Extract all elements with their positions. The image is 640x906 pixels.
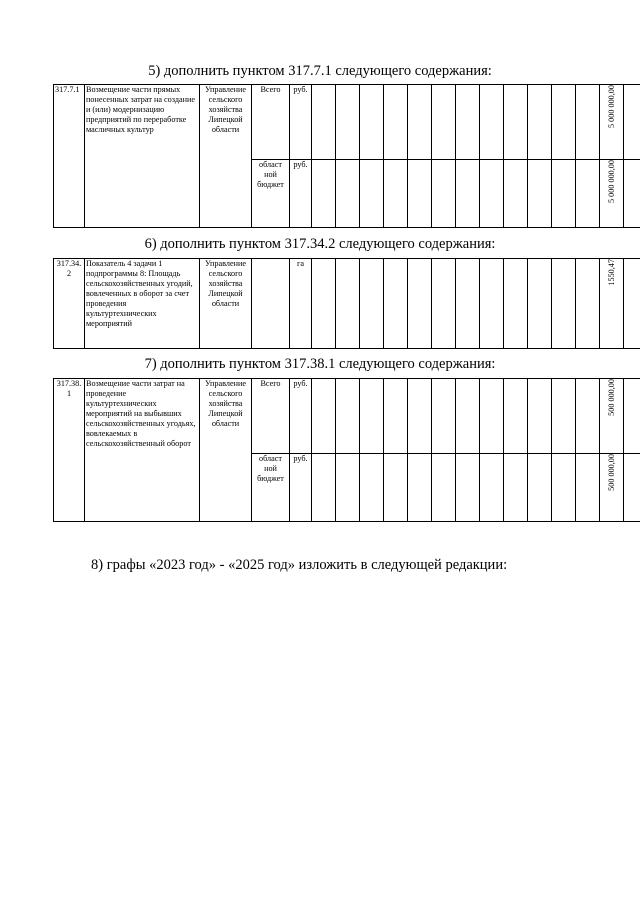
heading-item-8: 8) графы «2023 год» - «2025 год» изложить в следующей редакции: — [91, 557, 508, 573]
value-text: 1550,47 — [606, 259, 616, 286]
table-317-7-1 — [53, 84, 640, 228]
heading-item-5: 5) дополнить пунктом 317.7.1 следующего содержания: — [148, 63, 492, 79]
item-number: 317.38. 1 — [54, 379, 85, 522]
value-cell — [600, 85, 624, 160]
value-text: 500 000,00 — [606, 454, 616, 491]
item-name: Возмещение части прямых понесенных затрат на создание и (или) модернизацию предприятий по переработке масличных культур — [85, 85, 200, 228]
value-cell — [600, 160, 624, 228]
source-label: Всего — [252, 85, 290, 160]
item-name: Показатель 4 задачи 1 подпрограммы 8: Площадь сельскохозяйственных угодий, вовлеченных в оборот за счет проведения культуртехнических мероприятий — [85, 259, 200, 349]
heading-item-6: 6) дополнить пунктом 317.34.2 следующего содержания: — [144, 236, 496, 252]
unit-label: руб. — [290, 85, 312, 160]
item-number: 317.34. 2 — [54, 259, 85, 349]
executor: Управление сельского хозяйства Липецкой области — [200, 259, 252, 349]
value-cell — [600, 454, 624, 522]
table-317-34-2 — [53, 258, 640, 349]
source-label: Всего — [252, 379, 290, 454]
value-text: 5 000 000,00 — [606, 85, 616, 128]
item-name: Возмещение части затрат на проведение культуртехнических мероприятий на выбывших сельскохозяйственных угодьях, вовлекаемых в сельскохозяйственный оборот — [85, 379, 200, 522]
value-cell — [600, 259, 624, 349]
value-text: 5 000 000,00 — [606, 160, 616, 203]
value-cell — [600, 379, 624, 454]
executor: Управление сельского хозяйства Липецкой области — [200, 85, 252, 228]
item-number: 317.7.1 — [54, 85, 85, 228]
unit-label: руб. — [290, 454, 312, 522]
executor: Управление сельского хозяйства Липецкой области — [200, 379, 252, 522]
unit-label: га — [290, 259, 312, 349]
unit-label: руб. — [290, 160, 312, 228]
heading-item-7: 7) дополнить пунктом 317.38.1 следующего содержания: — [144, 356, 496, 372]
source-label: област ной бюджет — [252, 454, 290, 522]
value-text: 500 000,00 — [606, 379, 616, 416]
unit-label: руб. — [290, 379, 312, 454]
table-317-38-1 — [53, 378, 640, 522]
source-label: област ной бюджет — [252, 160, 290, 228]
